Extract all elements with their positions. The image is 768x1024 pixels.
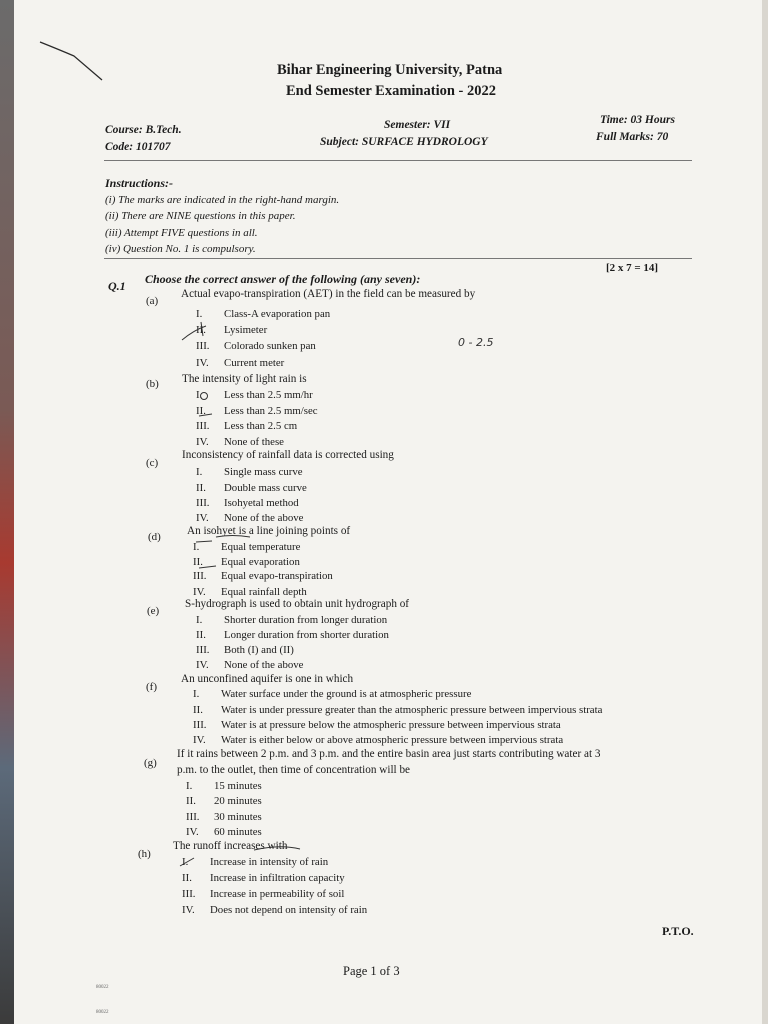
option-row: II. Longer duration from shorter duration: [196, 629, 389, 641]
option-row: III. Colorado sunken pan: [196, 340, 316, 352]
time-label: Time: 03 Hours: [600, 114, 675, 126]
part-stem-continued: p.m. to the outlet, then time of concentration will be: [177, 764, 411, 776]
instruction-item: (iv) Question No. 1 is compulsory.: [105, 243, 256, 255]
option-row: II. Increase in infiltration capacity: [182, 872, 345, 884]
option-row: II. 20 minutes: [186, 795, 262, 807]
option-row: IV. Does not depend on intensity of rain: [182, 904, 368, 916]
part-label: (b): [146, 378, 159, 390]
option-row: I. Less than 2.5 mm/hr: [196, 389, 313, 401]
exam-title: End Semester Examination - 2022: [286, 83, 496, 99]
exam-paper: [14, 0, 762, 1024]
full-marks-label: Full Marks: 70: [596, 131, 669, 143]
instructions-title: Instructions:-: [105, 176, 174, 190]
option-row: I. Shorter duration from longer duration: [196, 614, 388, 626]
option-row: I. 15 minutes: [186, 780, 262, 792]
header-divider: [104, 160, 692, 161]
part-label: (e): [147, 605, 160, 617]
instruction-item: (i) The marks are indicated in the right-hand margin.: [105, 194, 340, 206]
page-number: Page 1 of 3: [343, 964, 400, 978]
instruction-item: (iii) Attempt FIVE questions in all.: [105, 227, 258, 239]
option-row: III. Water is at pressure below the atmospheric pressure between impervious strata: [193, 719, 561, 731]
option-row: III. Equal evapo-transpiration: [193, 570, 333, 582]
part-stem: S-hydrograph is used to obtain unit hydrograph of: [185, 598, 410, 610]
part-stem: An unconfined aquifer is one in which: [181, 673, 354, 685]
part-stem: The runoff increases with: [173, 840, 288, 852]
university-title: Bihar Engineering University, Patna: [277, 62, 503, 78]
option-row: I. Class-A evaporation pan: [196, 308, 331, 320]
instruction-item: (ii) There are NINE questions in this paper.: [105, 210, 296, 222]
part-stem: The intensity of light rain is: [182, 373, 307, 385]
option-row: IV. Equal rainfall depth: [193, 586, 307, 598]
handwritten-annotation: 0 - 2.5: [458, 336, 494, 349]
semester-label: Semester: VII: [384, 119, 451, 131]
footer-code: 80022: [96, 985, 109, 990]
option-row: I. Water surface under the ground is at atmospheric pressure: [193, 688, 472, 700]
part-stem: Actual evapo-transpiration (AET) in the field can be measured by: [181, 288, 476, 300]
option-row: IV. Current meter: [196, 357, 285, 369]
option-row: IV. None of these: [196, 436, 284, 448]
part-label: (g): [144, 757, 157, 769]
part-label: (h): [138, 848, 151, 860]
option-row: I. Increase in intensity of rain: [182, 856, 329, 868]
option-row: II. Equal evaporation: [193, 556, 300, 568]
option-row: II. Water is under pressure greater than the atmospheric pressure between impervious strata: [193, 704, 603, 716]
option-row: I. Equal temperature: [193, 541, 301, 553]
part-stem: Inconsistency of rainfall data is corrected using: [182, 449, 394, 461]
question-number: Q.1: [108, 279, 126, 293]
pto-label: P.T.O.: [662, 924, 694, 938]
option-row: IV. Water is either below or above atmospheric pressure between impervious strata: [193, 734, 564, 746]
question-title: Choose the correct answer of the following (any seven):: [145, 272, 421, 286]
page-edge-background: [0, 0, 14, 1024]
part-stem: An isohyet is a line joining points of: [187, 525, 351, 537]
option-row: III. Increase in permeability of soil: [182, 888, 345, 900]
option-row: III. Isohyetal method: [196, 497, 299, 509]
subject-label: Subject: SURFACE HYDROLOGY: [320, 136, 488, 148]
option-row: IV. None of the above: [196, 512, 304, 524]
part-label: (c): [146, 457, 159, 469]
option-row: III. Both (I) and (II): [196, 644, 294, 656]
code-label: Code: 101707: [105, 141, 171, 153]
part-label: (d): [148, 531, 161, 543]
instructions-divider: [104, 258, 692, 259]
part-stem: If it rains between 2 p.m. and 3 p.m. and the entire basin area just starts contributing water at 3: [177, 748, 601, 760]
footer-code: 80022: [96, 1010, 109, 1015]
part-label: (f): [146, 681, 157, 693]
option-row: III. Less than 2.5 cm: [196, 420, 298, 432]
option-row: II. Less than 2.5 mm/sec: [196, 405, 318, 417]
course-label: Course: B.Tech.: [105, 124, 182, 136]
option-row: IV. None of the above: [196, 659, 304, 671]
option-row: III. 30 minutes: [186, 811, 262, 823]
part-label: (a): [146, 295, 159, 307]
option-row: II. Lysimeter: [196, 324, 268, 336]
option-row: IV. 60 minutes: [186, 826, 262, 838]
option-row: II. Double mass curve: [196, 482, 307, 494]
question-marks: [2 x 7 = 14]: [606, 262, 659, 274]
option-row: I. Single mass curve: [196, 466, 303, 478]
